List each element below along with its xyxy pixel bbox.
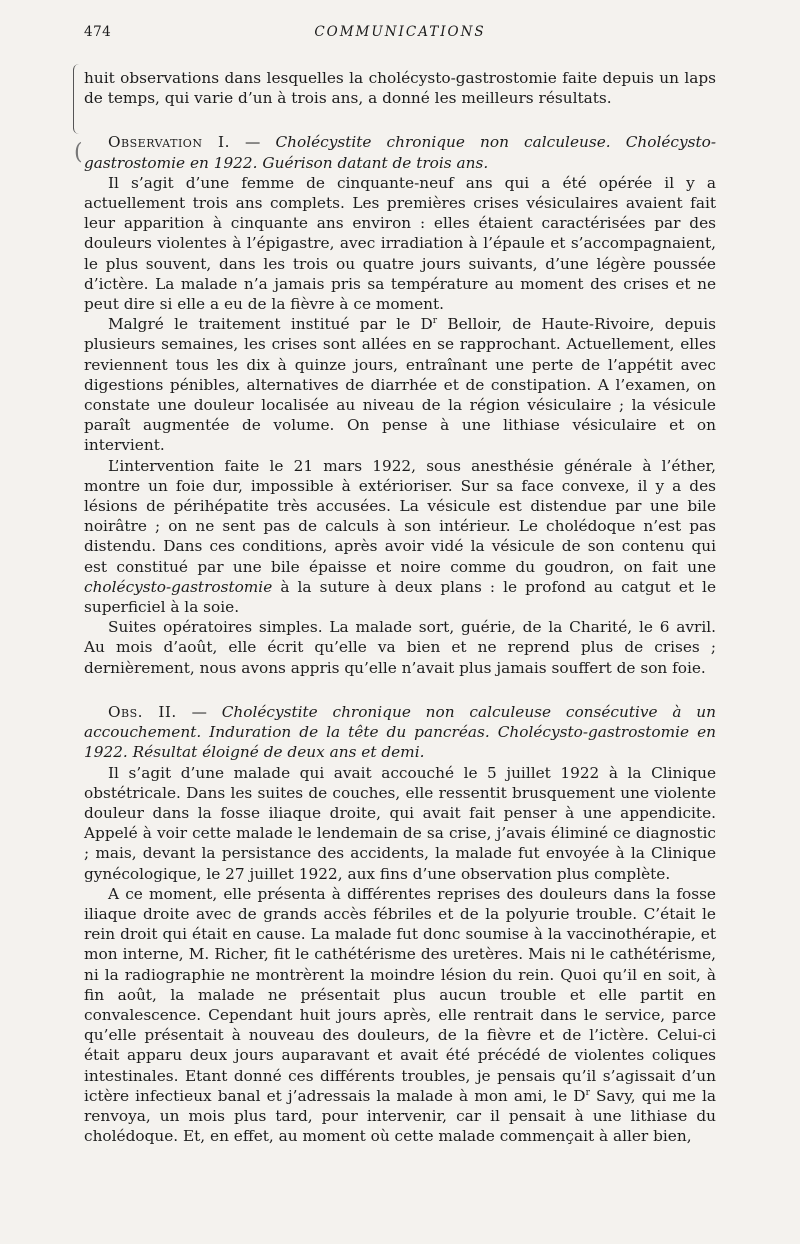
observation-1-paragraph-3-italic: cholécysto-gastrostomie xyxy=(84,577,273,596)
observation-1 xyxy=(84,132,716,677)
observation-1-paragraph-2-text-a: Malgré le traitement institué par le D xyxy=(108,315,433,334)
observation-2-label: Obs. II. xyxy=(108,702,177,721)
running-header xyxy=(84,24,716,48)
observation-1-dash: — xyxy=(229,133,276,152)
observation-1-heading xyxy=(84,132,716,172)
observation-1-paragraph-1: Il s’agit d’une femme de cinquante-neuf ans qui a été opérée il y a actuellement trois ans complets. Les premières crises vésiculaires avaient fait leur apparition à cinquante ans environ : elles étaient caractérisées par des douleurs violentes à l’épigastre, avec irradiation à l’épaule et s’accompagnaient, le plus souvent, dans les trois ou quatre jours suivants, d’une légère poussée d’ictère. La malade n’a jamais pris sa température au moment des crises et ne peut dire si elle a eu de la fièvre à ce moment. xyxy=(84,173,716,314)
observation-1-paragraph-3 xyxy=(84,456,716,618)
body-text xyxy=(84,68,716,1146)
observation-2-paragraph-1: Il s’agit d’une malade qui avait accouché le 5 juillet 1922 à la Clinique obstétricale. Dans les suites de couches, elle ressentit brusquement une violente douleur dans la fosse iliaque droite, qui avait fait penser à une appendicite. Appelé à voir cette malade le lendemain de sa crise, j’avais éliminé ce diagnostic ; mais, devant la persistance des accidents, la malade fut envoyée à la Clinique gynécologique, le 27 juillet 1922, aux fins d’une observation plus complète. xyxy=(84,763,716,883)
observation-1-paragraph-2 xyxy=(84,314,716,455)
observation-2-title: Cholécystite chronique non calculeuse consécutive à un accouchement. Induration de la tête du pancréas. Cholécysto-gastrostomie en 1922. Résultat éloigné de deux ans et demi. xyxy=(84,702,716,762)
running-title: COMMUNICATIONS xyxy=(314,24,486,40)
observation-2 xyxy=(84,702,716,1146)
page-number: 474 xyxy=(84,24,112,40)
doctor-superscript: r xyxy=(432,316,438,327)
margin-pencil-mark: ( xyxy=(74,140,83,165)
observation-2-paragraph-2-text-a: A ce moment, elle présenta à différentes reprises des douleurs dans la fosse iliaque droite avec de grands accès fébriles et de la polyurie trouble. C’était le rein droit qui était en cause. La malade fut donc soumise à la vaccinothérapie, et mon interne, M. Richer, fit le cathétérisme des uretères. Mais ni le cathétérisme, ni la radiographie ne montrèrent la moindre lésion du rein. Quoi qu’il en soit, à fin août, la malade ne présentait plus aucun trouble et elle partit en convalescence. Cependant huit jours après, elle rentrait dans le service, parce qu’elle présentait à nouveau des douleurs, de la fièvre et de l’ictère. Celui-ci était apparu deux jours auparavant et avait été précédé de violentes coliques intestinales. Etant donné ces différents troubles, je pensais qu’il s’agissait d’un ictère infectieux banal et j’adressais la malade à mon ami, le D xyxy=(84,884,716,1105)
doctor-superscript: r xyxy=(585,1087,590,1098)
observation-1-paragraph-3-text-a: L’intervention faite le 21 mars 1922, sous anesthésie générale à l’éther, montre un foie dur, impossible à extérioriser. Sur sa face convexe, il y a des lésions de périhépatite très accusées. La vésicule est distendue par une bile noirâtre ; on ne sent pas de calculs à son intérieur. Le cholédoque n’est pas distendu. Dans ces conditions, après avoir vidé la vésicule de son contenu qui est constitué par une bile épaisse et noire comme du goudron, on fait une xyxy=(84,456,716,576)
observation-1-paragraph-2-text-b: Belloir, de Haute-Rivoire, depuis plusieurs semaines, les crises sont allées en se rapprochant. Actuellement, elles reviennent tous les dix à quinze jours, entraînant une perte de l’appétit avec digestions pénibles, alternatives de diarrhée et de constipation. A l’examen, on constate une douleur localisée au niveau de la région vésiculaire ; la vésicule paraît augmentée de volume. On pense à une lithiase vésiculaire et on intervient. xyxy=(84,315,716,455)
observation-1-paragraph-4: Suites opératoires simples. La malade sort, guérie, de la Charité, le 6 avril. Au mois d’août, elle écrit qu’elle va bien et ne reprend plus de crises ; dernièrement, nous avons appris qu’elle n’avait plus jamais souffert de son foie. xyxy=(84,618,716,677)
observation-1-title: Cholécystite chronique non calculeuse. Cholécysto-gastrostomie en 1922. Guérison datant de trois ans. xyxy=(84,133,716,172)
observation-1-label: Observation I. xyxy=(108,133,230,152)
observation-2-paragraph-2 xyxy=(84,884,716,1147)
margin-bracket-mark xyxy=(73,64,84,134)
observation-2-paragraph-2-text-b: Savy, qui me la renvoya, un mois plus tard, pour intervenir, car il pensait à une lithiase du cholédoque. Et, en effet, au moment où cette malade commençait à aller bien, xyxy=(84,1086,716,1146)
intro-paragraph: huit observations dans lesquelles la cholécysto-gastrostomie faite depuis un laps de temps, qui varie d’un à trois ans, a donné les meilleurs résultats. xyxy=(84,69,716,108)
observation-1-paragraph-3-text-b: à la suture à deux plans : le profond au catgut et le superficiel à la soie. xyxy=(84,577,716,617)
observation-2-heading xyxy=(84,702,716,763)
observation-2-dash: — xyxy=(176,702,222,721)
page xyxy=(84,24,716,1146)
